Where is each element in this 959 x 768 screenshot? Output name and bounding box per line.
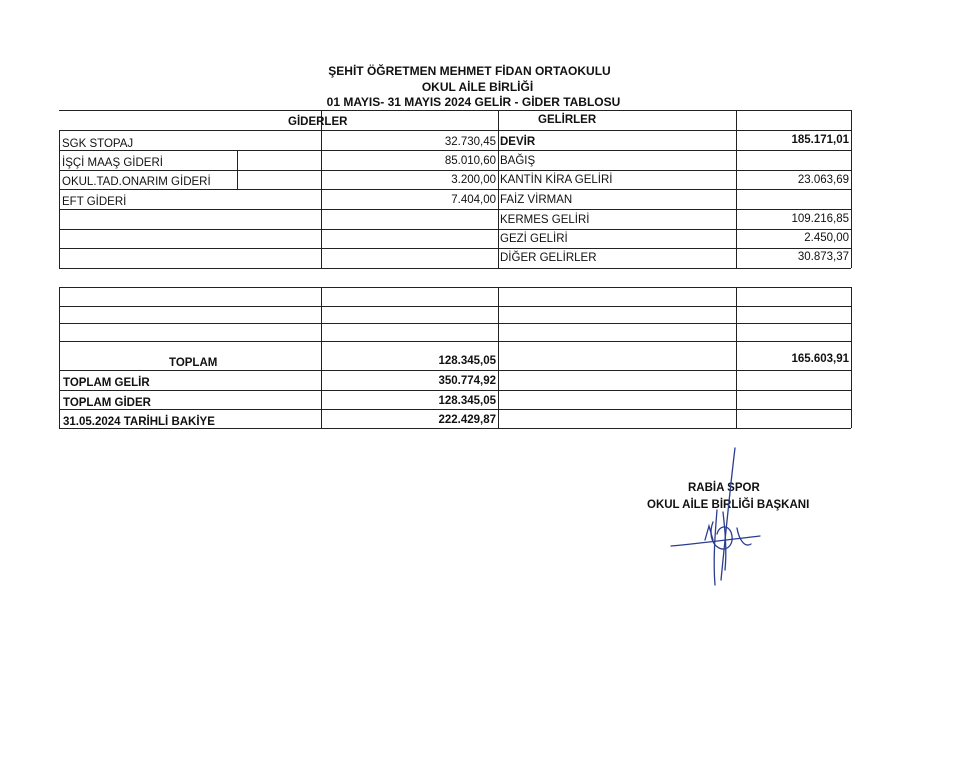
total-income-label: TOPLAM GELİR <box>63 377 150 389</box>
table-row-expense: EFT GİDERİ <box>62 196 127 208</box>
table-row-expense-amount: 7.404,00 <box>451 194 496 206</box>
table-row-expense-amount: 85.010,60 <box>444 155 496 167</box>
signatory-title: OKUL AİLE BİRLİĞİ BAŞKANI <box>647 499 810 511</box>
table-row-income: KERMES GELİRİ <box>500 214 590 226</box>
table-row-expense-amount: 32.730,45 <box>444 136 496 148</box>
table-row-income: DEVİR <box>500 136 536 148</box>
table-row-expense-amount: 3.200,00 <box>451 174 496 186</box>
table-row-expense: İŞÇİ MAAŞ GİDERİ <box>62 157 163 169</box>
handwritten-signature <box>665 440 775 590</box>
toplam-income-amount: 165.603,91 <box>791 353 849 365</box>
table-row-income-amount: 185.171,01 <box>791 134 849 146</box>
period-title: 01 MAYIS- 31 MAYIS 2024 GELİR - GİDER TABLOSU <box>326 95 621 109</box>
balance-label: 31.05.2024 TARİHLİ BAKİYE <box>63 416 215 428</box>
table-row-income-amount: 109.216,85 <box>791 213 849 225</box>
table-row-income: BAĞIŞ <box>500 155 536 167</box>
signatory-name: RABİA SPOR <box>688 482 760 494</box>
total-expense-label: TOPLAM GİDER <box>63 397 151 409</box>
table-row-income-amount: 23.063,69 <box>797 174 849 186</box>
total-income-amount: 350.774,92 <box>438 375 496 387</box>
balance-amount: 222.429,87 <box>438 414 496 426</box>
table-row-income-amount: 30.873,37 <box>797 251 849 263</box>
total-expense-amount: 128.345,05 <box>438 395 496 407</box>
table-row-expense: SGK STOPAJ <box>62 138 134 150</box>
table-row-expense: OKUL.TAD.ONARIM GİDERİ <box>62 176 211 188</box>
school-title: ŞEHİT ÖĞRETMEN MEHMET FİDAN ORTAOKULU <box>328 64 611 78</box>
table-row-income: GEZİ GELİRİ <box>500 233 568 245</box>
giderler-header: GİDERLER <box>288 116 348 128</box>
gelirler-header: GELİRLER <box>538 114 597 126</box>
toplam-label: TOPLAM <box>169 357 218 369</box>
toplam-expense-amount: 128.345,05 <box>438 355 496 367</box>
org-title: OKUL AİLE BİRLİĞİ <box>421 80 534 94</box>
table-row-income: FAİZ VİRMAN <box>500 194 573 206</box>
table-row-income: KANTİN KİRA GELİRİ <box>500 174 613 186</box>
table-row-income-amount: 2.450,00 <box>804 232 849 244</box>
table-row-income: DİĞER GELİRLER <box>500 252 597 264</box>
